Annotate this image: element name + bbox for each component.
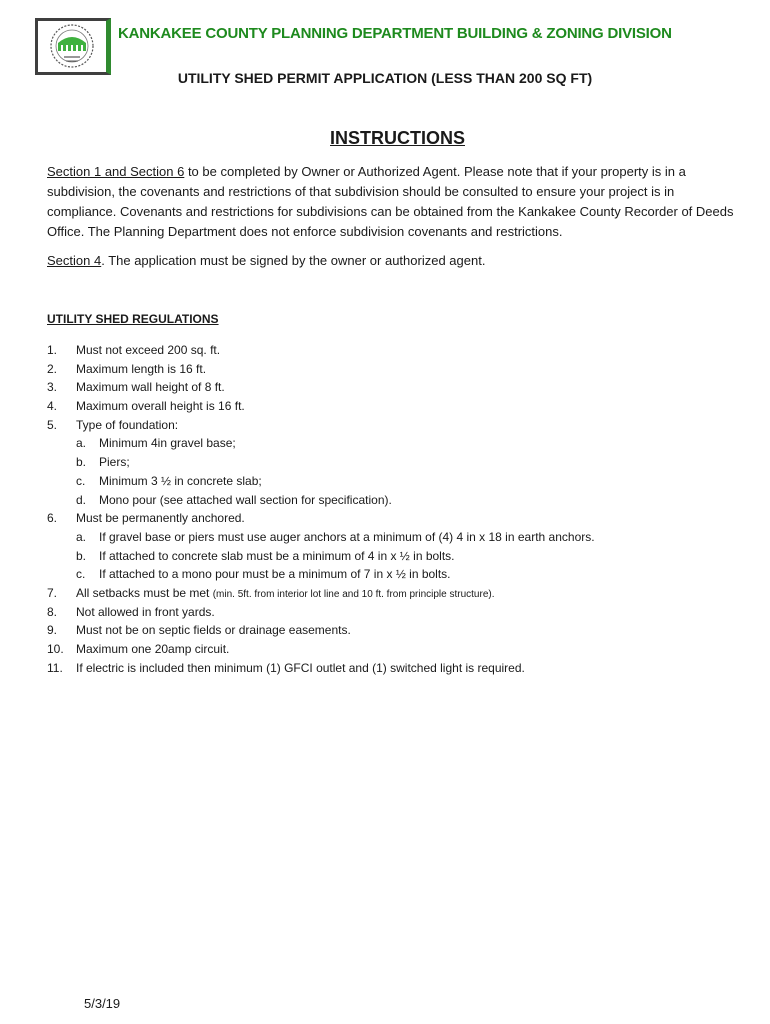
- instructions-paragraph-1-text: to be completed by Owner or Authorized Agent. Please note that if your property is in a subdivision, the covenants and restrictions of that subdivision should be consulted to ensure your project is in compliance. Covenants and restrictions for subdivisions can be obtained from the Kankakee County Recorder of Deeds Office. The Planning Department does not enforce subdivision covenants and restrictions.: [47, 164, 734, 239]
- item-letter: c.: [76, 473, 86, 488]
- item-text: All setbacks must be met: [76, 585, 213, 600]
- item-text: Must be permanently anchored.: [76, 511, 245, 526]
- item-text: Must not be on septic fields or drainage easements.: [76, 623, 351, 638]
- list-item: [47, 584, 747, 603]
- list-item: [47, 621, 747, 640]
- list-item: [47, 603, 747, 622]
- list-item: [47, 360, 747, 379]
- item-text: Piers;: [99, 455, 130, 470]
- sub-list-item: [47, 565, 747, 584]
- instructions-paragraph-2: [47, 251, 747, 271]
- item-text: Type of foundation:: [76, 417, 179, 432]
- list-item: [47, 378, 747, 397]
- instructions-paragraph-2-text: . The application must be signed by the owner or authorized agent.: [101, 253, 486, 268]
- item-text: Maximum overall height is 16 ft.: [76, 399, 245, 414]
- item-letter: b.: [76, 548, 87, 563]
- item-text: Minimum 4in gravel base;: [99, 436, 236, 451]
- item-number: 7.: [47, 585, 58, 600]
- item-text: Maximum length is 16 ft.: [76, 361, 207, 376]
- list-item: [47, 509, 747, 528]
- item-text: If electric is included then minimum (1) GFCI outlet and (1) switched light is required.: [76, 660, 525, 675]
- sub-list-item: [47, 472, 747, 491]
- sub-list-item: [47, 453, 747, 472]
- sub-list-item: [47, 491, 747, 510]
- sub-list-item: [47, 434, 747, 453]
- item-text: Minimum 3 ½ in concrete slab;: [99, 473, 262, 488]
- item-text-group: [76, 584, 495, 605]
- item-note: (min. 5ft. from interior lot line and 10 ft. from principle structure).: [212, 588, 495, 600]
- item-letter: a.: [76, 529, 87, 544]
- instructions-heading: INSTRUCTIONS: [330, 128, 465, 148]
- item-number: 1.: [47, 343, 58, 357]
- sub-list-item: [47, 547, 747, 566]
- list-item: [47, 397, 747, 416]
- list-item: [47, 341, 747, 360]
- list-item: [47, 416, 747, 435]
- item-text: If attached to a mono pour must be a minimum of 7 in x ½ in bolts.: [99, 567, 451, 582]
- item-letter: a.: [76, 436, 87, 451]
- section-1-6-reference: Section 1 and Section 6: [47, 164, 185, 179]
- item-text: Not allowed in front yards.: [76, 604, 215, 619]
- sub-list-item: [47, 528, 747, 547]
- item-number: 2.: [47, 361, 58, 376]
- item-text: Maximum one 20amp circuit.: [76, 642, 230, 656]
- section-4-reference: Section 4: [47, 253, 102, 268]
- revision-date: 5/3/19: [84, 996, 121, 1011]
- item-number: 9.: [47, 623, 58, 638]
- instructions-paragraph-1: [47, 162, 747, 242]
- regulations-heading: UTILITY SHED REGULATIONS: [47, 312, 219, 326]
- list-item: [47, 640, 747, 659]
- item-number: 4.: [47, 399, 58, 414]
- item-text: Maximum wall height of 8 ft.: [76, 380, 225, 395]
- item-letter: b.: [76, 455, 87, 470]
- item-number: 11.: [47, 660, 63, 675]
- item-number: 3.: [47, 380, 58, 395]
- item-number: 8.: [47, 604, 58, 619]
- item-letter: c.: [76, 567, 86, 582]
- item-text: Mono pour (see attached wall section for specification).: [99, 492, 392, 507]
- county-seal-icon: [35, 18, 111, 75]
- item-number: 5.: [47, 417, 58, 432]
- item-text: If gravel base or piers must use auger anchors at a minimum of (4) 4 in x 18 in earth anchors.: [99, 529, 595, 544]
- item-letter: d.: [76, 492, 87, 507]
- regulations-list: [47, 341, 747, 677]
- list-item: [47, 659, 747, 678]
- item-number: 6.: [47, 511, 58, 526]
- item-text: If attached to concrete slab must be a minimum of 4 in x ½ in bolts.: [99, 548, 455, 563]
- department-title: KANKAKEE COUNTY PLANNING DEPARTMENT BUILDING & ZONING DIVISION: [118, 25, 672, 42]
- item-text: Must not exceed 200 sq. ft.: [76, 343, 221, 357]
- form-title: UTILITY SHED PERMIT APPLICATION (LESS THAN 200 SQ FT): [177, 70, 593, 86]
- item-number: 10.: [47, 642, 64, 656]
